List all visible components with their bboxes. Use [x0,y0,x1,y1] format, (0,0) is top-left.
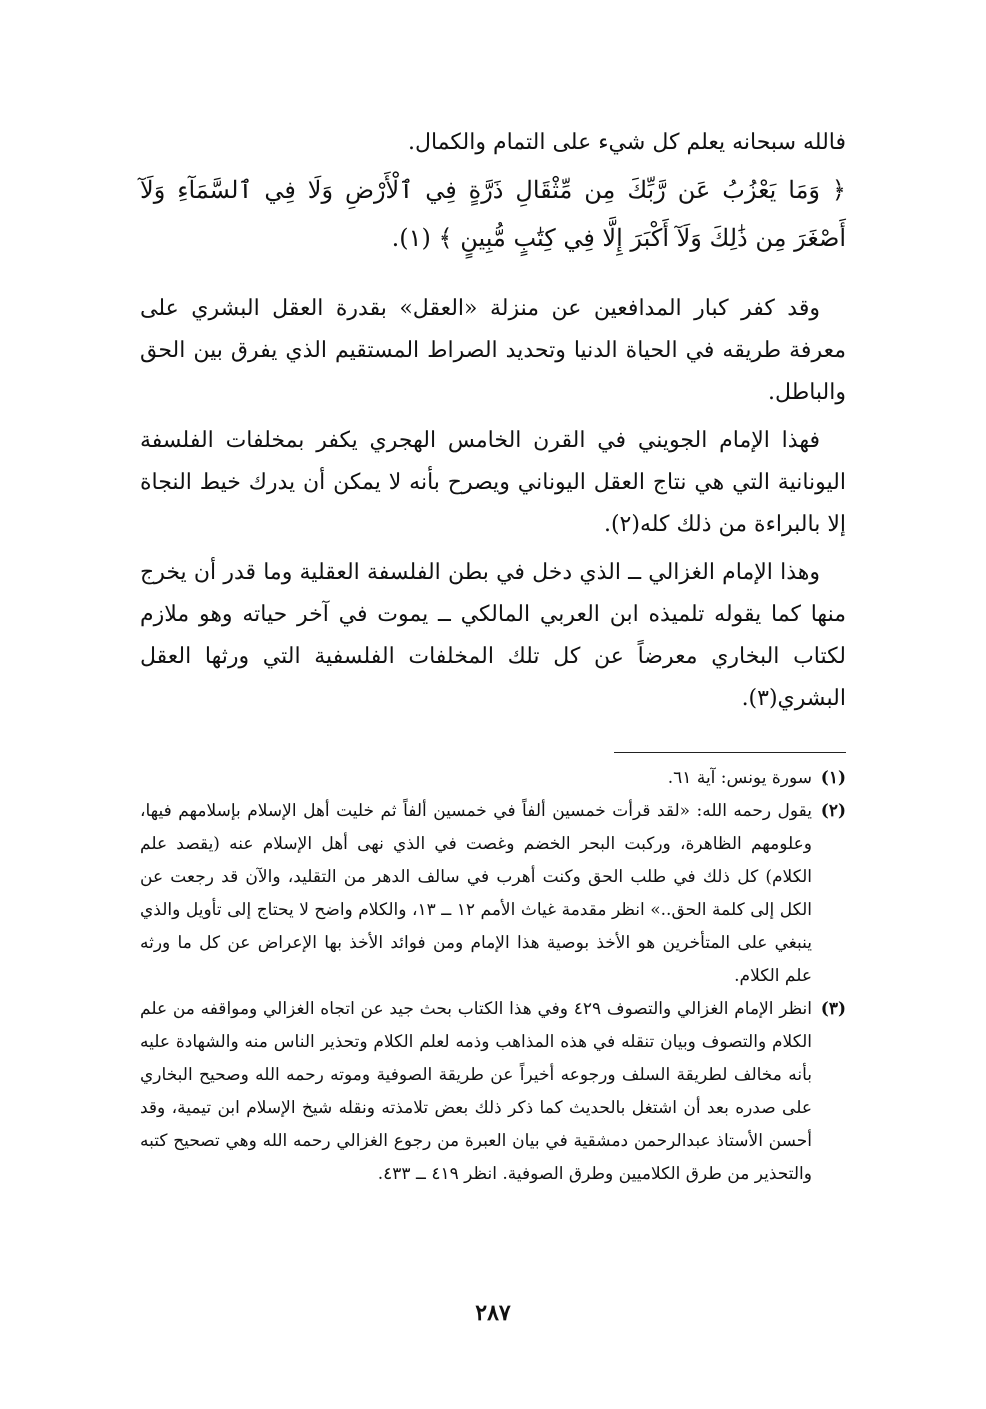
paragraph-2: فهذا الإمام الجويني في القرن الخامس الهجري يكفر بمخلفات الفلسفة اليونانية التي هي نتاج العقل اليوناني ويصرح بأنه لا يمكن أن يدرك خيط النجاة إلا بالبراءة من ذلك كله(٢). [140,428,846,537]
footnote-text: انظر الإمام الغزالي والتصوف ٤٢٩ وفي هذا الكتاب بحث جيد عن اتجاه الغزالي ومواقفه من علم الكلام والتصوف وبيان تنقله في هذه المذاهب وذمه لعلم الكلام وتحذير الناس منه والشهادة عليه بأنه مخالف لطريقة السلف ورجوعه أخيراً عن طريقة الصوفية وموته رحمه الله وصحيح البخاري على صدره بعد أن اشتغل بالحديث كما ذكر ذلك بعض تلامذته ونقله شيخ الإسلام ابن تيمية، وقد أحسن الأستاذ عبدالرحمن دمشقية في بيان العبرة من رجوع الغزالي رحمه الله وهي تصحيح كتبه والتحذير من طرق الكلاميين وطرق الصوفية. انظر ٤١٩ ــ ٤٣٣. [140,999,812,1184]
footnote-number: (١) [820,768,846,788]
paragraph-3: وهذا الإمام الغزالي ــ الذي دخل في بطن الفلسفة العقلية وما قدر أن يخرج منها كما يقوله تلميذه ابن العربي المالكي ــ يموت في آخر حياته وهو ملازم لكتاب البخاري معرضاً عن كل تلك المخلفات الفلسفية التي ورثها العقل البشري(٣). [140,560,846,711]
footnote-text: سورة يونس: آية ٦١. [667,768,812,788]
footnote-number: (٣) [820,999,846,1019]
footnote-1 [140,762,846,795]
page-number: ٢٨٧ [475,1300,511,1326]
quran-verse: ﴿ وَمَا يَعْزُبُ عَن رَّبِّكَ مِن مِّثْقَالِ ذَرَّةٍ فِي ٱلْأَرْضِ وَلَا فِي ٱلسَّمَآءِ وَلَآ أَصْغَرَ مِن ذَٰلِكَ وَلَآ أَكْبَرَ إِلَّا فِي كِتَٰبٍ مُّبِينٍ ﴾ (١). [140,176,846,252]
opening-sentence: فالله سبحانه يعلم كل شيء على التمام والكمال. [408,130,846,155]
paragraph-1: وقد كفر كبار المدافعين عن منزلة «العقل» بقدرة العقل البشري على معرفة طريقه في الحياة الدنيا وتحديد الصراط المستقيم الذي يفرق بين الحق والباطل. [140,296,846,405]
footnote-text: يقول رحمه الله: «لقد قرأت خمسين ألفاً في خمسين ألفاً ثم خليت أهل الإسلام بإسلامهم فيها، وعلومهم الظاهرة، وركبت البحر الخضم وغصت في الذي نهى أهل الإسلام عنه (يقصد علم الكلام) كل ذلك في طلب الحق وكنت أهرب في سالف الدهر من التقليد، والآن قد رجعت عن الكل إلى كلمة الحق..» انظر مقدمة غياث الأمم ١٢ ــ ١٣، والكلام واضح لا يحتاج إلى تأويل والذي ينبغي على المتأخرين هو الأخذ بوصية هذا الإمام ومن فوائد الأخذ بها الإعراض عن كل ما ورثه علم الكلام. [140,801,812,986]
footnote-2 [140,795,846,993]
footnotes [140,762,846,1191]
footnote-3 [140,993,846,1191]
footnote-separator [614,752,846,753]
footnote-number: (٢) [820,801,846,821]
